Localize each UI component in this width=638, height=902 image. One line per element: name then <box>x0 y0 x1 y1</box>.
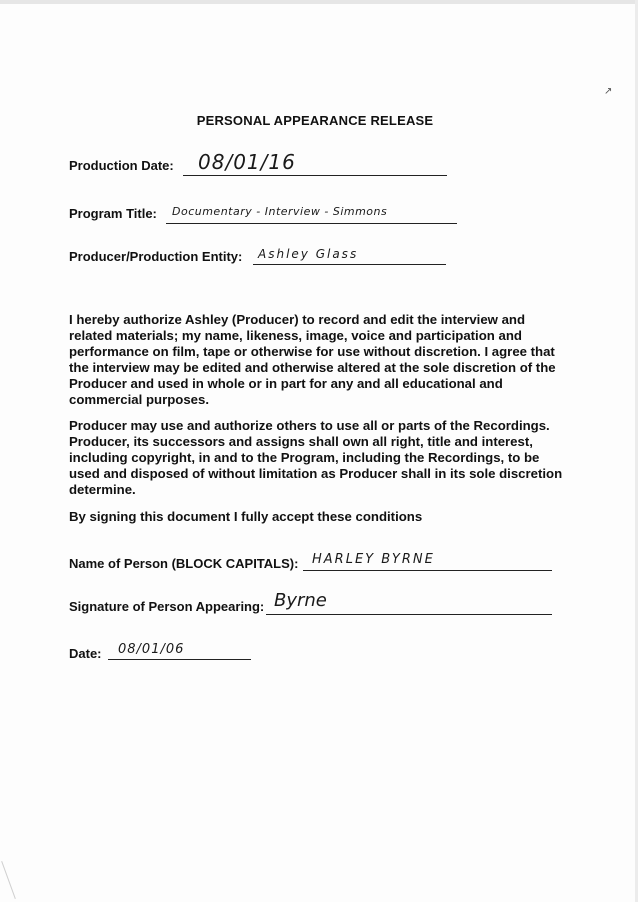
scan-stroke <box>1 861 16 899</box>
producer-entity-value[interactable]: Ashley Glass <box>258 247 359 261</box>
person-name-value[interactable]: HARLEY BYRNE <box>312 552 435 567</box>
production-date-value[interactable]: 08/01/16 <box>198 150 296 174</box>
scan-edge-top <box>0 0 638 4</box>
program-title-label: Program Title: <box>69 206 157 221</box>
acceptance-statement: By signing this document I fully accept these conditions <box>69 509 423 524</box>
document-title: PERSONAL APPEARANCE RELEASE <box>196 113 434 128</box>
person-name-label: Name of Person (BLOCK CAPITALS): <box>69 556 299 571</box>
date-line <box>108 659 251 660</box>
person-name-line <box>303 570 552 571</box>
production-date-line <box>183 175 447 176</box>
production-date-label: Production Date: <box>69 158 174 173</box>
scan-speck: ↗ <box>604 86 613 97</box>
signature-value[interactable]: Byrne <box>274 590 327 611</box>
date-value[interactable]: 08/01/06 <box>118 642 185 657</box>
authorization-paragraph: I hereby authorize Ashley (Producer) to record and edit the interview and related materials; my name, likeness, image, voice and participation and performance on film, tape or otherwise for use without discretion. I agree that the interview may be edited and otherwise altered at the sole discretion of the Producer and used in whole or in part for any and all educational and commercial purposes. <box>69 312 556 407</box>
recordings-paragraph: Producer may use and authorize others to use all or parts of the Recordings. Producer, its successors and assigns shall own all right, title and interest, including copyright, in and to the Program, including the Recordings, to be used and disposed of without limitation as Producer shall in its sole discretion determine. <box>69 418 563 497</box>
producer-entity-line <box>253 264 446 265</box>
producer-entity-label: Producer/Production Entity: <box>69 249 243 264</box>
signature-label: Signature of Person Appearing: <box>69 599 265 614</box>
program-title-value[interactable]: Documentary - Interview - Simmons <box>172 205 388 218</box>
program-title-line <box>166 223 457 224</box>
signature-line <box>266 614 552 615</box>
date-label: Date: <box>69 646 102 661</box>
